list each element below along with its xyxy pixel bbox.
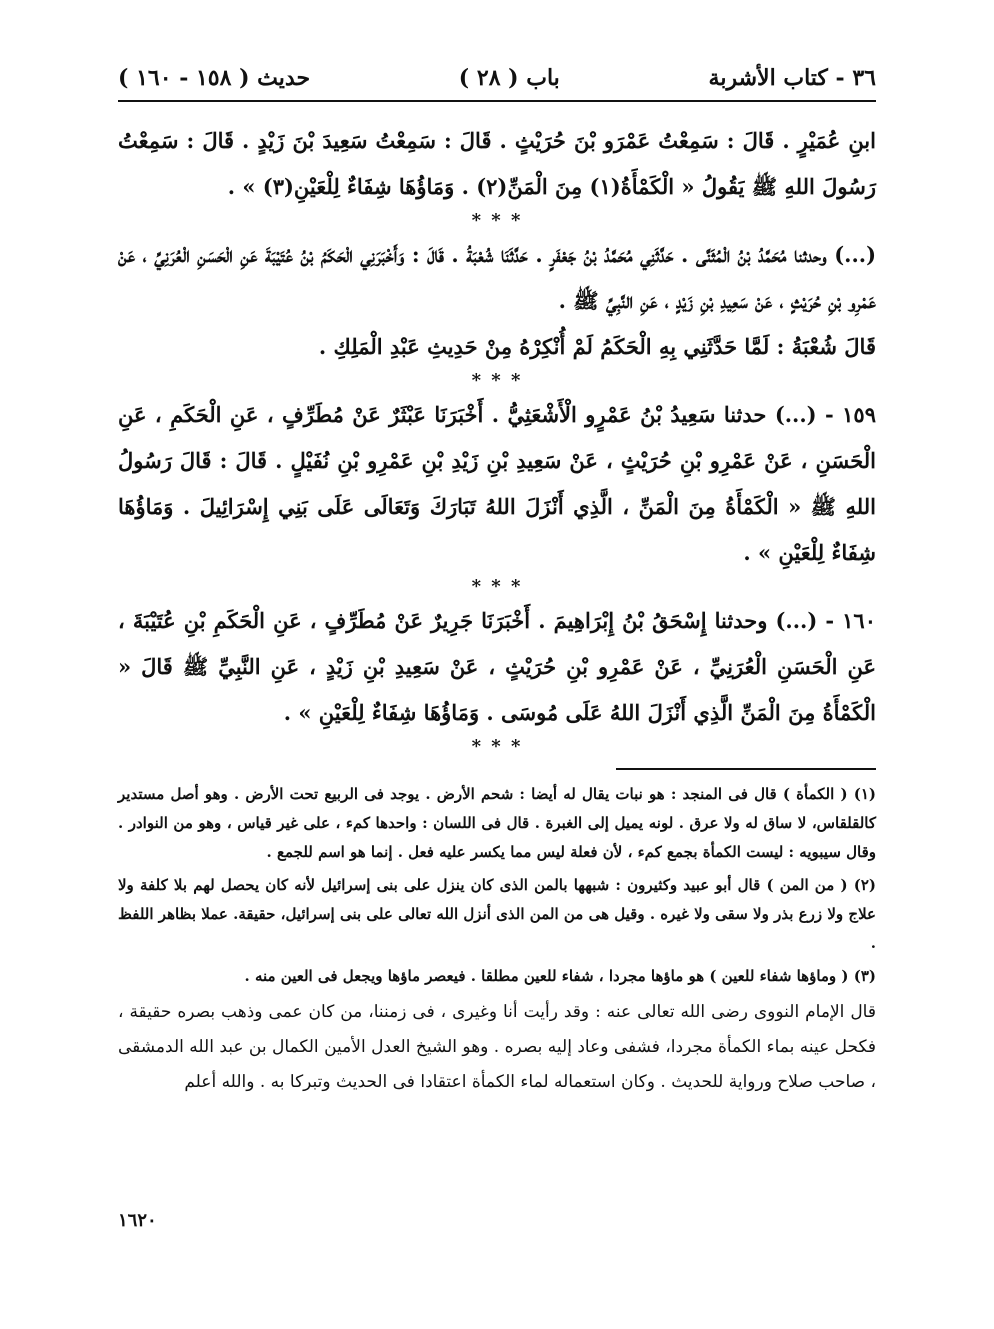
page-number: ١٦٢٠ xyxy=(118,1210,157,1231)
header-book-title: ٣٦ - كتاب الأشربة xyxy=(708,65,876,91)
hadith-paragraph: (...) وحدثنا مُحَمَّدُ بْنُ الْمُثَنَّى . حَدَّثَنِي مُحَمَّدُ بْنُ جَعْفَرٍ . حَدَّثَنَا شُعْبَةُ . قَالَ : وَأَخْبَرَنِي الْحَكَمُ بْنُ عُتَيْبَةَ عَنِ الْحَسَنِ الْعُرَنِيِّ ، عَنْ عَمْرِو بْنِ حُرَيْثٍ ، عَنْ سَعِيدِ بْنِ زَيْدٍ ، عَنِ النَّبِيِّ ﷺ . xyxy=(118,242,876,313)
header-hadith-range: ( ١٥٨ - ١٦٠ ) حديث xyxy=(118,65,311,91)
header-rule xyxy=(118,100,876,102)
hadith-paragraph: ابنِ عُمَيْرٍ . قَالَ : سَمِعْتُ عَمْرَو بْنَ حُرَيْثٍ . قَالَ : سَمِعْتُ سَعِيدَ بْنَ زَيْدٍ . قَالَ : سَمِعْتُ رَسُولَ اللهِ ﷺ يَقُولُ « الْكَمْأَةُ(١) مِنَ الْمَنِّ(٢) . وَمَاؤُهَا شِفَاءٌ لِلْعَيْنِ(٣) » . xyxy=(118,128,876,199)
section-separator: * * * xyxy=(471,576,523,597)
running-header xyxy=(118,58,876,98)
footnotes xyxy=(118,780,876,1104)
hadith-paragraph-159: ١٥٩ - (...) حدثنا سَعِيدُ بْنُ عَمْرٍو الْأَشْعَثِيُّ . أَخْبَرَنَا عَبْثَرٌ عَنْ مُطَرِّفٍ ، عَنِ الْحَكَمِ ، عَنِ الْحَسَنِ ، عَنْ عَمْرِو بْنِ حُرَيْثٍ ، عَنْ سَعِيدِ بْنِ زَيْدِ بْنِ عَمْرِو بْنِ نُفَيْلٍ . قَالَ : قَالَ رَسُولُ اللهِ ﷺ « الْكَمْأَةُ مِنَ الْمَنِّ ، الَّذِي أَنْزَلَ اللهُ تَبَارَكَ وَتَعَالَى عَلَى بَنِي إِسْرَائِيلَ . وَمَاؤُهَا شِفَاءٌ لِلْعَيْنِ » . xyxy=(118,402,876,565)
hadith-paragraph: قَالَ شُعْبَةُ : لَمَّا حَدَّثَنِي بِهِ الْحَكَمُ لَمْ أُنْكِرْهُ مِنْ حَدِيثِ عَبْدِ الْمَلِكِ . xyxy=(318,334,876,359)
footnote-3: (٣) ( وماؤها شفاء للعين ) هو ماؤها مجردا ، شفاء للعين مطلقا . فيعصر ماؤها ويجعل فى العين منه . xyxy=(244,967,876,985)
main-text xyxy=(118,118,876,758)
footnote-rule xyxy=(616,768,876,770)
footnote-nawawi-comment: قال الإمام النووى رضى الله تعالى عنه : وقد رأيت أنا وغيرى ، فى زمننا، من كان عمى وذهب بصره حقيقة ، فكحل عينه بماء الكمأة مجردا، فشفى وعاد إليه بصره . وهو الشيخ العدل الأمين الكمال بن عبد الله الدمشقى ، صاحب صلاح ورواية للحديث . وكان استعماله لماء الكمأة اعتقادا فى الحديث وتبركا به . والله أعلم xyxy=(118,1002,876,1092)
hadith-paragraph-160: ١٦٠ - (...) وحدثنا إِسْحَقُ بْنُ إِبْرَاهِيمَ . أَخْبَرَنَا جَرِيرٌ عَنْ مُطَرِّفٍ ، عَنِ الْحَكَمِ بْنِ عُتَيْبَةَ ، عَنِ الْحَسَنِ الْعُرَنِيِّ ، عَنْ عَمْرِو بْنِ حُرَيْثٍ ، عَنْ سَعِيدِ بْنِ زَيْدٍ ، عَنِ النَّبِيِّ ﷺ قَالَ « الْكَمْأَةُ مِنَ الْمَنِّ الَّذِي أَنْزَلَ اللهُ عَلَى مُوسَى . وَمَاؤُهَا شِفَاءٌ لِلْعَيْنِ » . xyxy=(118,608,876,725)
footnote-2: (٢) ( من المن ) قال أبو عبيد وكثيرون : شبهها بالمن الذى كان ينزل على بنى إسرائيل لأنه كان يحصل لهم بلا كلفة ولا علاج ولا زرع بذر ولا سقى ولا غيره . وقيل هى من المن الذى أنزل الله تعالى على بنى إسرائيل، حقيقة. عملا بظاهر اللفظ . xyxy=(118,876,876,952)
header-chapter: ( ٢٨ ) باب xyxy=(458,65,560,91)
section-separator: * * * xyxy=(471,210,523,231)
section-separator: * * * xyxy=(471,370,523,391)
footnote-1: (١) ( الكمأة ) قال فى المنجد : هو نبات يقال له أيضا : شحم الأرض . يوجد فى الربيع تحت الأرض . وهو أصل مستدير كالقلقاس، لا ساق له ولا عرق . لونه يميل إلى الغبرة . قال فى اللسان : واحدها كمء ، على غير قياس ، وهو من النوادر . وقال سيبويه : ليست الكمأة بجمع كمء ، لأن فعلة ليس مما يكسر عليه فعل . إنما هو اسم للجمع . xyxy=(118,785,876,861)
section-separator: * * * xyxy=(471,736,523,757)
